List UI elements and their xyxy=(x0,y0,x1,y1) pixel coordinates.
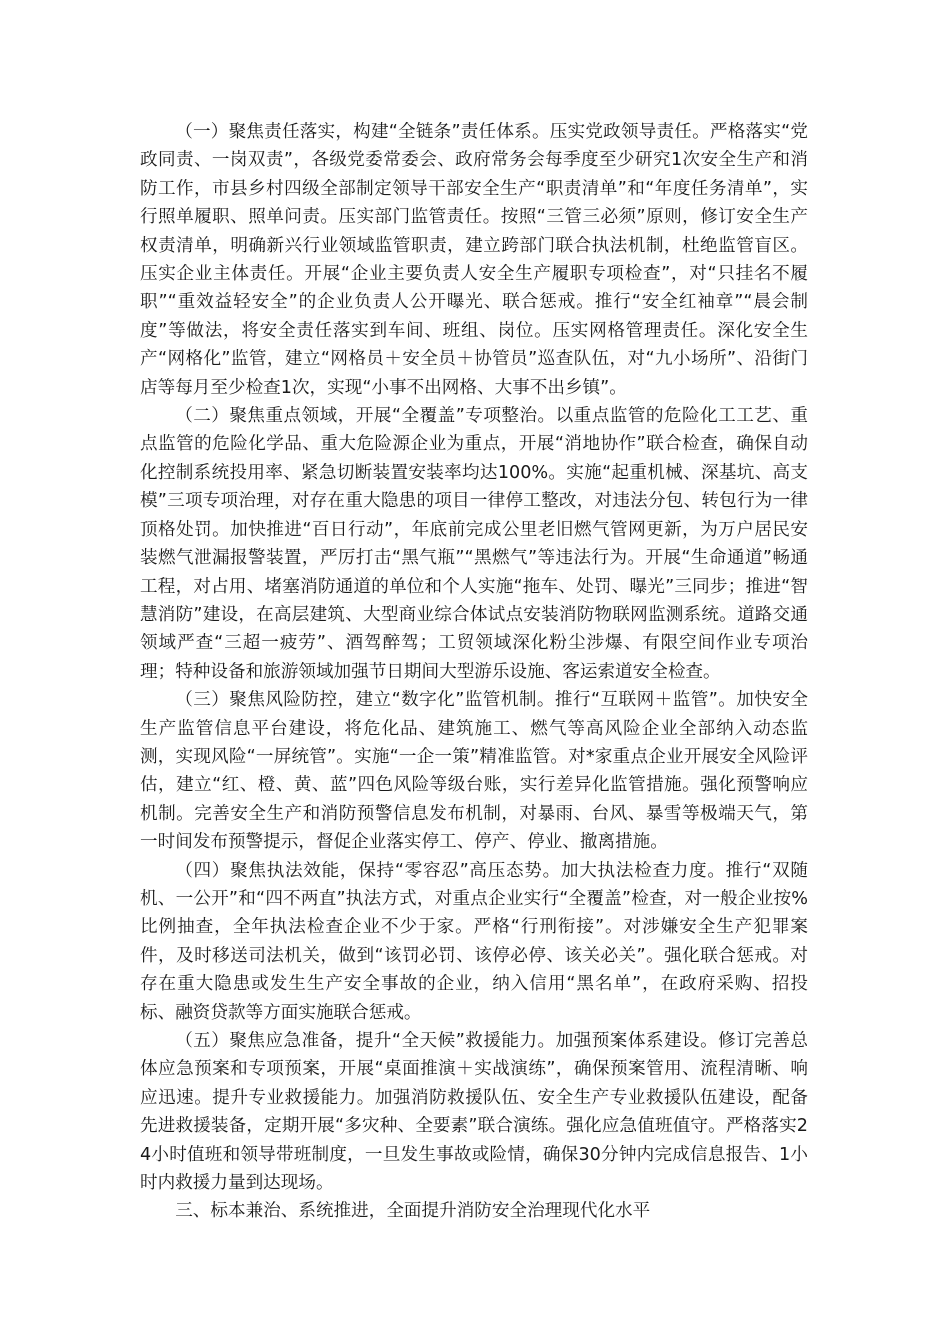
document-body xyxy=(140,118,808,1226)
section-heading: 三、标本兼治、系统推进，全面提升消防安全治理现代化水平 xyxy=(175,1201,651,1222)
paragraph-key-areas: （二）聚焦重点领域，开展“全覆盖”专项整治。以重点监管的危险化工工艺、重点监管的危险化学品、重大危险源企业为重点，开展“消地协作”联合检查，确保自动化控制系统投用率、紧急切断装置安装率均达100%。实施“起重机械、深基坑、高支模”三项专项治理，对存在重大隐患的项目一律停工整改，对违法分包、转包行为一律顶格处罚。加快推进“百日行动”，年底前完成公里老旧燃气管网更新，为万户居民安装燃气泄漏报警装置，严厉打击“黑气瓶”“黑燃气”等违法行为。开展“生命通道”畅通工程，对占用、堵塞消防通道的单位和个人实施“拖车、处罚、曝光”三同步；推进“智慧消防”建设，在高层建筑、大型商业综合体试点安装消防物联网监测系统。道路交通领域严查“三超一疲劳”、酒驾醉驾；工贸领域深化粉尘涉爆、有限空间作业专项治理；特种设备和旅游领域加强节日期间大型游乐设施、客运索道安全检查。 xyxy=(140,406,808,682)
paragraph-emergency-preparedness: （五）聚焦应急准备，提升“全天候”救援能力。加强预案体系建设。修订完善总体应急预案和专项预案，开展“桌面推演＋实战演练”，确保预案管用、流程清晰、响应迅速。提升专业救援能力。加强消防救援队伍、安全生产专业救援队伍建设，配备先进救援装备，定期开展“多灾种、全要素”联合演练。强化应急值班值守。严格落实24小时值班和领导带班制度，一旦发生事故或险情，确保30分钟内完成信息报告、1小时内救援力量到达现场。 xyxy=(140,1031,808,1194)
paragraph-responsibility: （一）聚焦责任落实，构建“全链条”责任体系。压实党政领导责任。严格落实“党政同责、一岗双责”，各级党委常委会、政府常务会每季度至少研究1次安全生产和消防工作，市县乡村四级全部制定领导干部安全生产“职责清单”和“年度任务清单”，实行照单履职、照单问责。压实部门监管责任。按照“三管三必须”原则，修订安全生产权责清单，明确新兴行业领域监管职责，建立跨部门联合执法机制，杜绝监管盲区。压实企业主体责任。开展“企业主要负责人安全生产履职专项检查”，对“只挂名不履职”“重效益轻安全”的企业负责人公开曝光、联合惩戒。推行“安全红袖章”“晨会制度”等做法，将安全责任落实到车间、班组、岗位。压实网格管理责任。深化安全生产“网格化”监管，建立“网格员＋安全员＋协管员”巡查队伍，对“九小场所”、沿街门店等每月至少检查1次，实现“小事不出网格、大事不出乡镇”。 xyxy=(140,122,808,398)
paragraph-risk-control: （三）聚焦风险防控，建立“数字化”监管机制。推行“互联网＋监管”。加快安全生产监管信息平台建设，将危化品、建筑施工、燃气等高风险企业全部纳入动态监测，实现风险“一屏统管”。实施“一企一策”精准监管。对*家重点企业开展安全风险评估，建立“红、橙、黄、蓝”四色风险等级台账，实行差异化监管措施。强化预警响应机制。完善安全生产和消防预警信息发布机制，对暴雨、台风、暴雪等极端天气，第一时间发布预警提示，督促企业落实停工、停产、停业、撤离措施。 xyxy=(140,690,808,853)
paragraph-law-enforcement: （四）聚焦执法效能，保持“零容忍”高压态势。加大执法检查力度。推行“双随机、一公开”和“四不两直”执法方式，对重点企业实行“全覆盖”检查，对一般企业按%比例抽查，全年执法检查企业不少于家。严格“行刑衔接”。对涉嫌安全生产犯罪案件，及时移送司法机关，做到“该罚必罚、该停必停、该关必关”。强化联合惩戒。对存在重大隐患或发生生产安全事故的企业，纳入信用“黑名单”，在政府采购、招投标、融资贷款等方面实施联合惩戒。 xyxy=(140,860,808,1023)
